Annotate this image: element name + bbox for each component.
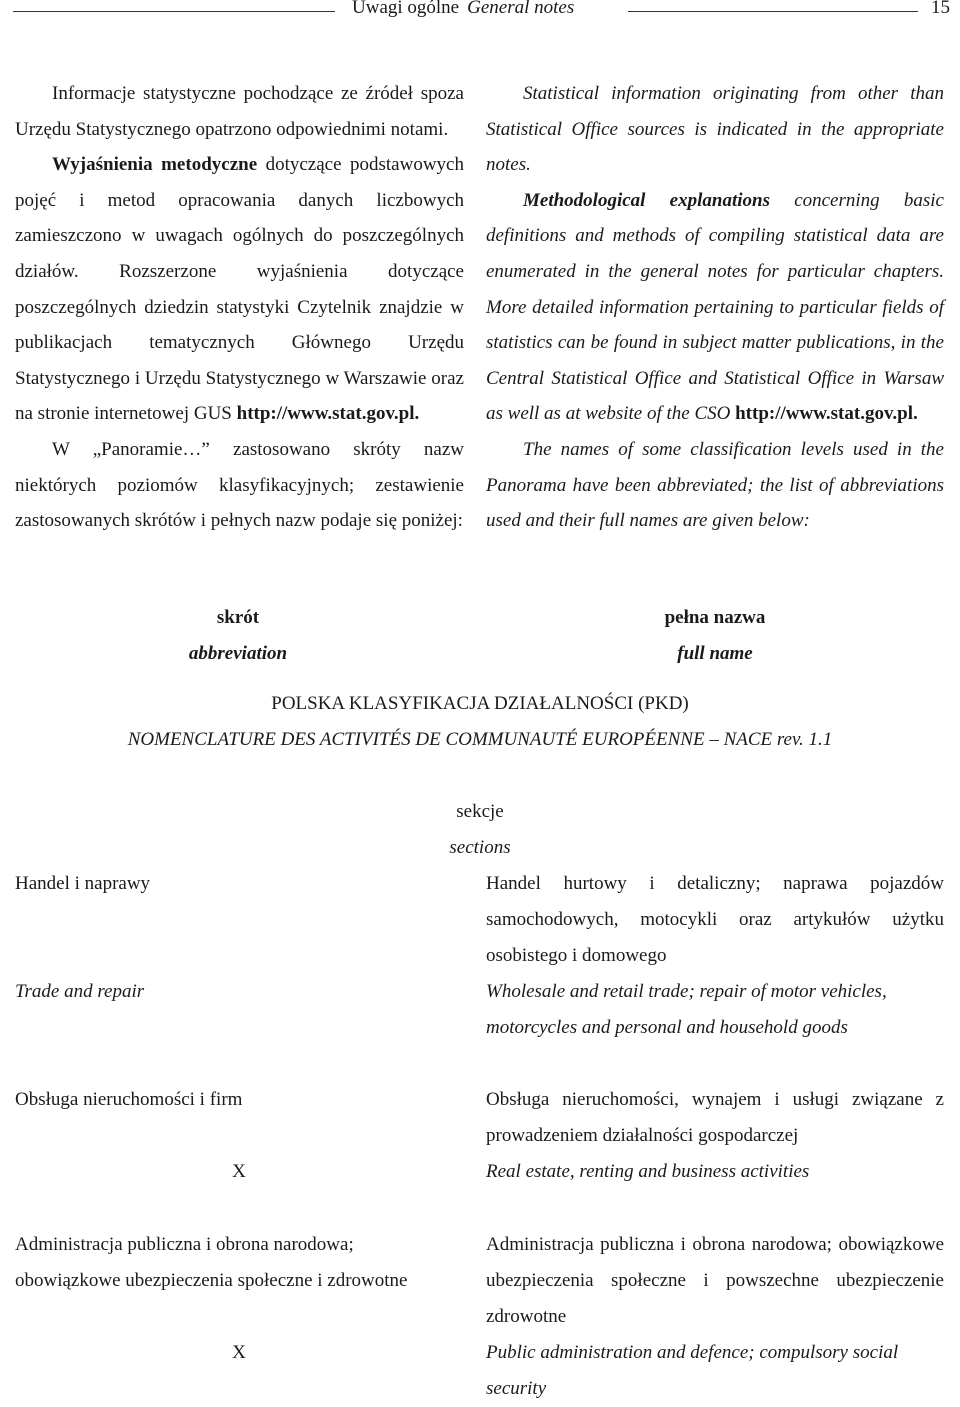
intro-en-p2-end: .: [913, 403, 918, 425]
intro-polish: [15, 76, 464, 539]
classification-title-pl: POLSKA KLASYFIKACJA DZIAŁALNOŚCI (PKD): [271, 693, 689, 714]
page-number: 15: [931, 0, 950, 18]
intro-pl-p2-text: dotyczące podstawowych pojęć i metod opracowania danych liczbowych zamieszczono w uwagach ogólnych do poszczególnych działów. Rozszerzone wyjaśnienia dotyczące poszczególnych dziedzin statystyki Czytelnik znajdzie w publikacjach tematycznych Głównego Urzędu Statystycznego i Urzędu Statystycznego w Warszawie oraz na stronie internetowej GUS: [15, 154, 464, 425]
classification-title-en: NOMENCLATURE DES ACTIVITÉS DE COMMUNAUTÉ EUROPÉENNE – NACE rev. 1.1: [127, 729, 833, 750]
intro-pl-p2-end: .: [414, 403, 420, 425]
entry-2-full-en: Real estate, renting and business activities: [486, 1161, 810, 1182]
header-title-en: General notes: [467, 0, 575, 18]
entry-1-abbr-en: Trade and repair: [15, 981, 145, 1002]
entry-2-full-pl: Obsługa nieruchomości, wynajem i usługi związane z prowadzeniem działalności gospodarczej: [486, 1089, 944, 1146]
entry-1-abbr-pl: Handel i naprawy: [15, 873, 151, 894]
full-name-heading-pl: pełna nazwa: [664, 607, 766, 628]
entry-1-full-pl: Handel hurtowy i detaliczny; naprawa pojazdów samochodowych, motocykli oraz artykułów użytku osobistego i domowego: [486, 873, 944, 966]
page-header: [0, 0, 960, 28]
intro-en-p2-bold: Methodological explanations: [523, 189, 770, 211]
cso-website-link[interactable]: http://www.stat.gov.pl: [735, 403, 913, 425]
gus-website-link[interactable]: http://www.stat.gov.pl: [236, 403, 415, 425]
abbreviation-heading-pl: skrót: [216, 607, 260, 628]
abbreviation-heading-en: abbreviation: [188, 643, 288, 664]
header-title: [352, 0, 574, 19]
intro-english: [486, 76, 944, 539]
entry-1-full-en: Wholesale and retail trade; repair of motor vehicles, motorcycles and personal and household goods: [486, 981, 887, 1038]
header-rule-right: [628, 11, 918, 12]
entry-3-abbr-en: X: [232, 1342, 246, 1363]
sections-label-pl: sekcje: [456, 801, 504, 822]
full-name-heading: [600, 600, 830, 672]
full-name-heading-en: full name: [677, 643, 753, 664]
intro-pl-p2-bold: Wyjaśnienia metodyczne: [52, 154, 258, 176]
entry-3-full-pl: Administracja publiczna i obrona narodowa; obowiązkowe ubezpieczenia społeczne i powszechne ubezpieczenie zdrowotne: [486, 1234, 944, 1327]
header-title-pl: Uwagi ogólne: [352, 0, 460, 18]
entry-3-full-en: Public administration and defence; compulsory social security: [486, 1342, 899, 1399]
intro-pl-p2: [15, 147, 464, 432]
intro-en-p2: [486, 183, 944, 432]
abbreviation-heading: [140, 600, 336, 672]
intro-pl-p1: Informacje statystyczne pochodzące ze źródeł spoza Urzędu Statystycznego opatrzono odpowiednimi notami.: [15, 83, 464, 140]
intro-pl-p3: W „Panoramie…” zastosowano skróty nazw niektórych poziomów klasyfikacyjnych; zestawienie zastosowanych skrótów i pełnych nazw podaje się poniżej:: [15, 438, 464, 532]
sections-label: [380, 794, 580, 866]
entry-2-abbr-en: X: [232, 1161, 246, 1182]
entry-3-abbr-pl: Administracja publiczna i obrona narodowa; obowiązkowe ubezpieczenia społeczne i zdrowotne: [15, 1234, 408, 1291]
intro-en-p1: Statistical information originating from other than Statistical Office sources is indicated in the appropriate notes.: [486, 83, 944, 176]
intro-en-p3: The names of some classification levels used in the Panorama have been abbreviated; the list of abbreviations used and their full names are given below:: [486, 438, 944, 532]
classification-title: [0, 686, 960, 758]
sections-label-en: sections: [449, 837, 511, 858]
entry-2-abbr-pl: Obsługa nieruchomości i firm: [15, 1089, 243, 1110]
intro-en-p2-text: concerning basic definitions and methods of compiling statistical data are enumerated in the general notes for particular chapters. More detailed information pertaining to particular fields of statistics can be found in subject matter publications, in the Central Statistical Office and Statistical Office in Warsaw as well as at website of the CSO: [486, 189, 944, 425]
header-rule-left: [13, 11, 335, 12]
